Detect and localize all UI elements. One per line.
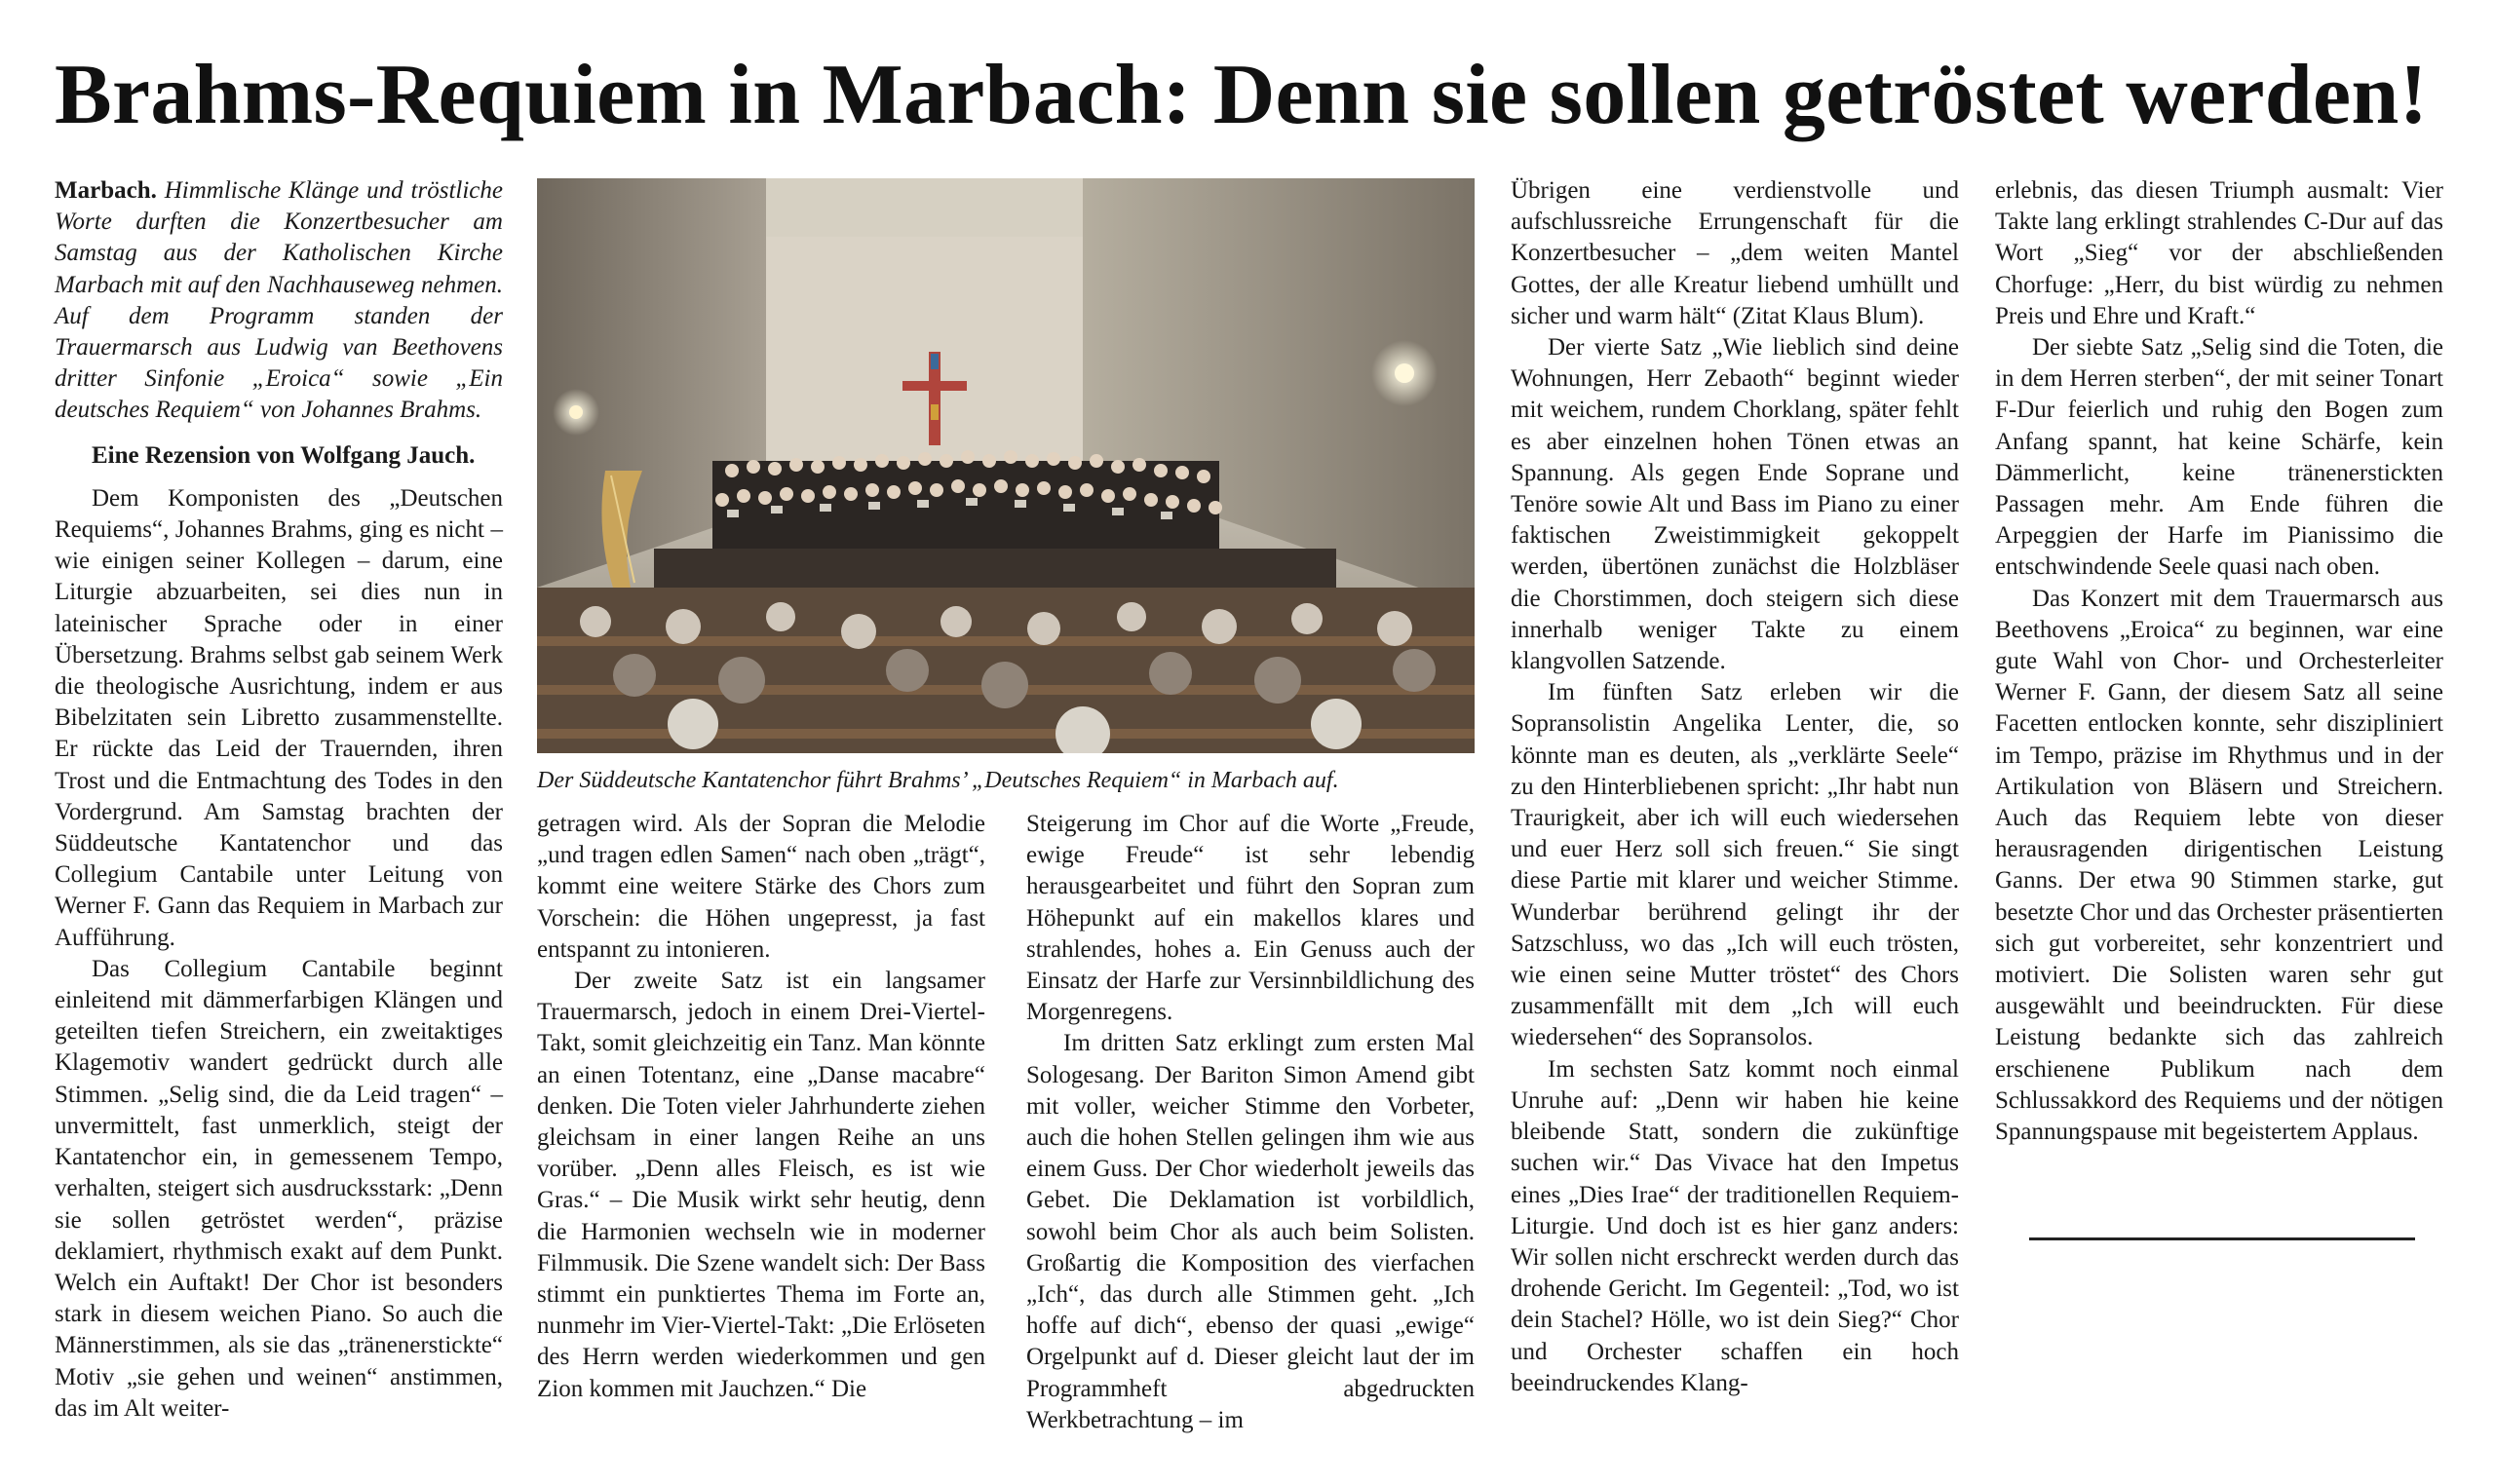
body-paragraph: Dem Komponisten des „Deutschen Requiems“, Johannes Brahms, ging es nicht – wie einigen seiner Kollegen – darum, eine Liturgie abzuarbeiten, sei dies nun in lateinischer Sprache oder in einer Übersetzung. Brahms selbst gab seinem Werk die theologische Ausrichtung, indem er aus Bibelzitaten sein Libretto zusammenstellte. Er rückte das Leid der Trauernden, ihren Trost und die Entmachtung des Todes in den Vordergrund. Am Samstag brachten der Süddeutsche Kantatenchor und das Collegium Cantabile unter Leitung von Werner F. Gann das Requiem in Marbach zur Aufführung. [55, 484, 503, 951]
body-paragraph: Der vierte Satz „Wie lieblich sind deine Wohnungen, Herr Zebaoth“ beginnt wieder mit weichem, rundem Chorklang, später fehlt es aber einzelnen hohen Tönen etwas an Spannung. Als gegen Ende Soprane und Tenöre sowie Alt und Bass im Piano zu einer faktischen Zweistimmigkeit gekoppelt werden, übertönen zunächst die Holzbläser die Chorstimmen, doch steigern sich diese innerhalb weniger Takte zu einem klangvollen Satzende. [1511, 334, 1959, 675]
concert-photo [537, 178, 1475, 753]
body-paragraph: Das Konzert mit dem Trauermarsch aus Beethovens „Eroica“ zu beginnen, war eine gute Wahl von Chor- und Orchesterleiter Werner F. Gann, der diesem Satz all seine Facetten entlocken konnte, sehr diszipliniert im Tempo, präzise im Rhythmus und in der Artikulation von Bläsern und Streichern. Auch das Requiem lebte von dieser herausragenden dirigentischen Leistung Ganns. Der etwa 90 Stimmen starke, gut besetzte Chor und das Orchester präsentierten sich gut vorbereitet, sehr konzentriert und motiviert. Die Solisten waren sehr gut ausgewählt und beeindruckten. Für diese Leistung bedankte sich das zahlreich erschienene Publikum nach dem Schlussakkord des Requiems und der nötigen Spannungspause mit begeistertem Applaus. [1995, 585, 2443, 1146]
body-paragraph: Im fünften Satz erleben wir die Sopransolistin Angelika Lenter, die, so könnte man es deuten, als „verklärte Seele“ zu den Hinterbliebenen spricht: „Ihr habt nun Traurigkeit, aber ich will euch wiedersehen und euer Herz soll sich freuen.“ Sie singt diese Partie mit klarer und weicher Stimme. Wunderbar berührend gelingt ihr der Satzschluss, wo das „Ich will euch trösten, wie einen seine Mutter tröstet“ des Chors zusammenfällt mit dem „Ich will euch wiedersehen“ des Sopransolos. [1511, 679, 1959, 1051]
body-paragraph: Steigerung im Chor auf die Worte „Freude, ewige Freude“ ist sehr lebendig herausgearbeitet und führt den Sopran zum Höhepunkt auf ein makellos klares und strahlendes, hohes a. Ein Genuss auch der Einsatz der Harfe zur Versinnbildlichung des Morgenregens. [1026, 811, 1475, 1026]
body-paragraph: Im sechsten Satz kommt noch einmal Unruhe auf: „Denn wir haben hie keine bleibende Statt, sondern die zukünftige suchen wir.“ Das Vivace hat den Impetus eines „Dies Irae“ der traditionellen Requiem-Liturgie. Und doch ist es hier ganz anders: Wir sollen nicht erschreckt werden durch das drohende Gericht. Im Gegenteil: „Tod, wo ist dein Stachel? Hölle, wo ist dein Sieg?“ Chor und Orchester schaffen ein hoch beeindruckendes Klang- [1511, 1055, 1959, 1396]
lead-paragraph [55, 175, 503, 427]
article-column-5 [1995, 175, 2443, 1148]
body-paragraph: Übrigen eine verdienstvolle und aufschlussreiche Errungenschaft für die Konzertbesucher – „dem weiten Mantel Gottes, der alle Kreatur liebend umhüllt und sicher und warm hält“ (Zitat Klaus Blum). [1511, 177, 1959, 329]
byline: Eine Rezension von Wolfgang Jauch. [92, 441, 476, 469]
article-end-rule [2029, 1237, 2415, 1240]
body-paragraph: getragen wird. Als der Sopran die Melodie „und tragen edlen Samen“ nach oben „trägt“, kommt eine weitere Stärke des Chors zum Vorschein: die Höhen ungepresst, ja fast entspannt zu intonieren. [537, 811, 985, 963]
article-column-3 [1026, 809, 1475, 1436]
article-column-4 [1511, 175, 1959, 1399]
photo-caption: Der Süddeutsche Kantatenchor führt Brahms’ „Deutsches Requiem“ in Marbach auf. [537, 768, 1339, 793]
lead-text: Himmlische Klänge und tröstliche Worte durften die Konzertbesucher am Samstag aus der Katholischen Kirche Marbach mit auf den Nachhauseweg nehmen. Auf dem Programm standen der Trauermarsch aus Ludwig van Beethovens dritter Sinfonie „Eroica“ sowie „Ein deutsches Requiem“ von Johannes Brahms. [55, 177, 503, 424]
headline: Brahms-Requiem in Marbach: Denn sie sollen getröstet werden! [55, 48, 2429, 142]
dateline: Marbach. [55, 177, 157, 204]
body-paragraph: Im dritten Satz erklingt zum ersten Mal Sologesang. Der Bariton Simon Amend gibt mit voller, weicher Stimme den Vorbeter, auch die hohen Stellen gelingen ihm wie aus einem Guss. Der Chor wiederholt jeweils das Gebet. Die Deklamation ist vorbildlich, sowohl beim Chor als auch beim Solisten. Großartig die Komposition des vierfachen „Ich“, das durch alle Stimmen geht. „Ich hoffe auf dich“, ebenso der quasi „ewige“ Orgelpunkt auf d. Dieser gleicht laut der im Programmheft abgedruckten Werkbetrachtung – im [1026, 1030, 1475, 1433]
body-paragraph: Der siebte Satz „Selig sind die Toten, die in dem Herren sterben“, der mit seiner Tonart F-Dur feierlich und ruhig den Bogen zum Anfang spannt, hat keine Schärfe, kein Dämmerlicht, keine tränenerstickten Passagen mehr. Am Ende führen die Arpeggien der Harfe im Pianissimo die entschwindende Seele quasi nach oben. [1995, 334, 2443, 581]
body-paragraph: Das Collegium Cantabile beginnt einleitend mit dämmerfarbigen Klängen und geteilten tiefen Streichern, ein zweitaktiges Klagemotiv wandert gedrückt durch alle Stimmen. „Selig sind, die da Leid tragen“ – unvermittelt, fast unmerklich, steigt der Kantatenchor ein, in gemessenem Tempo, verhalten, steigert sich ausdrucksstark: „Denn sie sollen getröstet werden“, präzise deklamiert, rhythmisch exakt auf dem Punkt. Welch ein Auftakt! Der Chor ist besonders stark in diesem weichen Piano. So auch die Männerstimmen, als sie das „tränenerstickte“ Motiv „sie gehen und weinen“ anstimmen, das im Alt weiter- [55, 955, 503, 1422]
body-paragraph: erlebnis, das diesen Triumph ausmalt: Vier Takte lang erklingt strahlendes C-Dur auf das Wort „Sieg“ vor der abschließenden Chorfuge: „Herr, du bist würdig zu nehmen Preis und Ehre und Kraft.“ [1995, 177, 2443, 329]
article-column-1 [55, 175, 503, 1425]
article-column-2 [537, 809, 985, 1405]
body-paragraph: Der zweite Satz ist ein langsamer Trauermarsch, jedoch in einem Drei-Viertel-Takt, somit gleichzeitig ein Tanz. Man könnte an einen Totentanz, eine „Danse macabre“ denken. Die Toten vieler Jahrhunderte ziehen gleichsam in einer langen Reihe an uns vorüber. „Denn alles Fleisch, es ist wie Gras.“ – Die Musik wirkt sehr heutig, denn die Harmonien wechseln wie in moderner Filmmusik. Die Szene wandelt sich: Der Bass stimmt ein punktiertes Thema im Forte an, nunmehr im Vier-Viertel-Takt: „Die Erlöseten des Herrn werden wiederkommen und gen Zion kommen mit Jauchzen.“ Die [537, 968, 985, 1402]
